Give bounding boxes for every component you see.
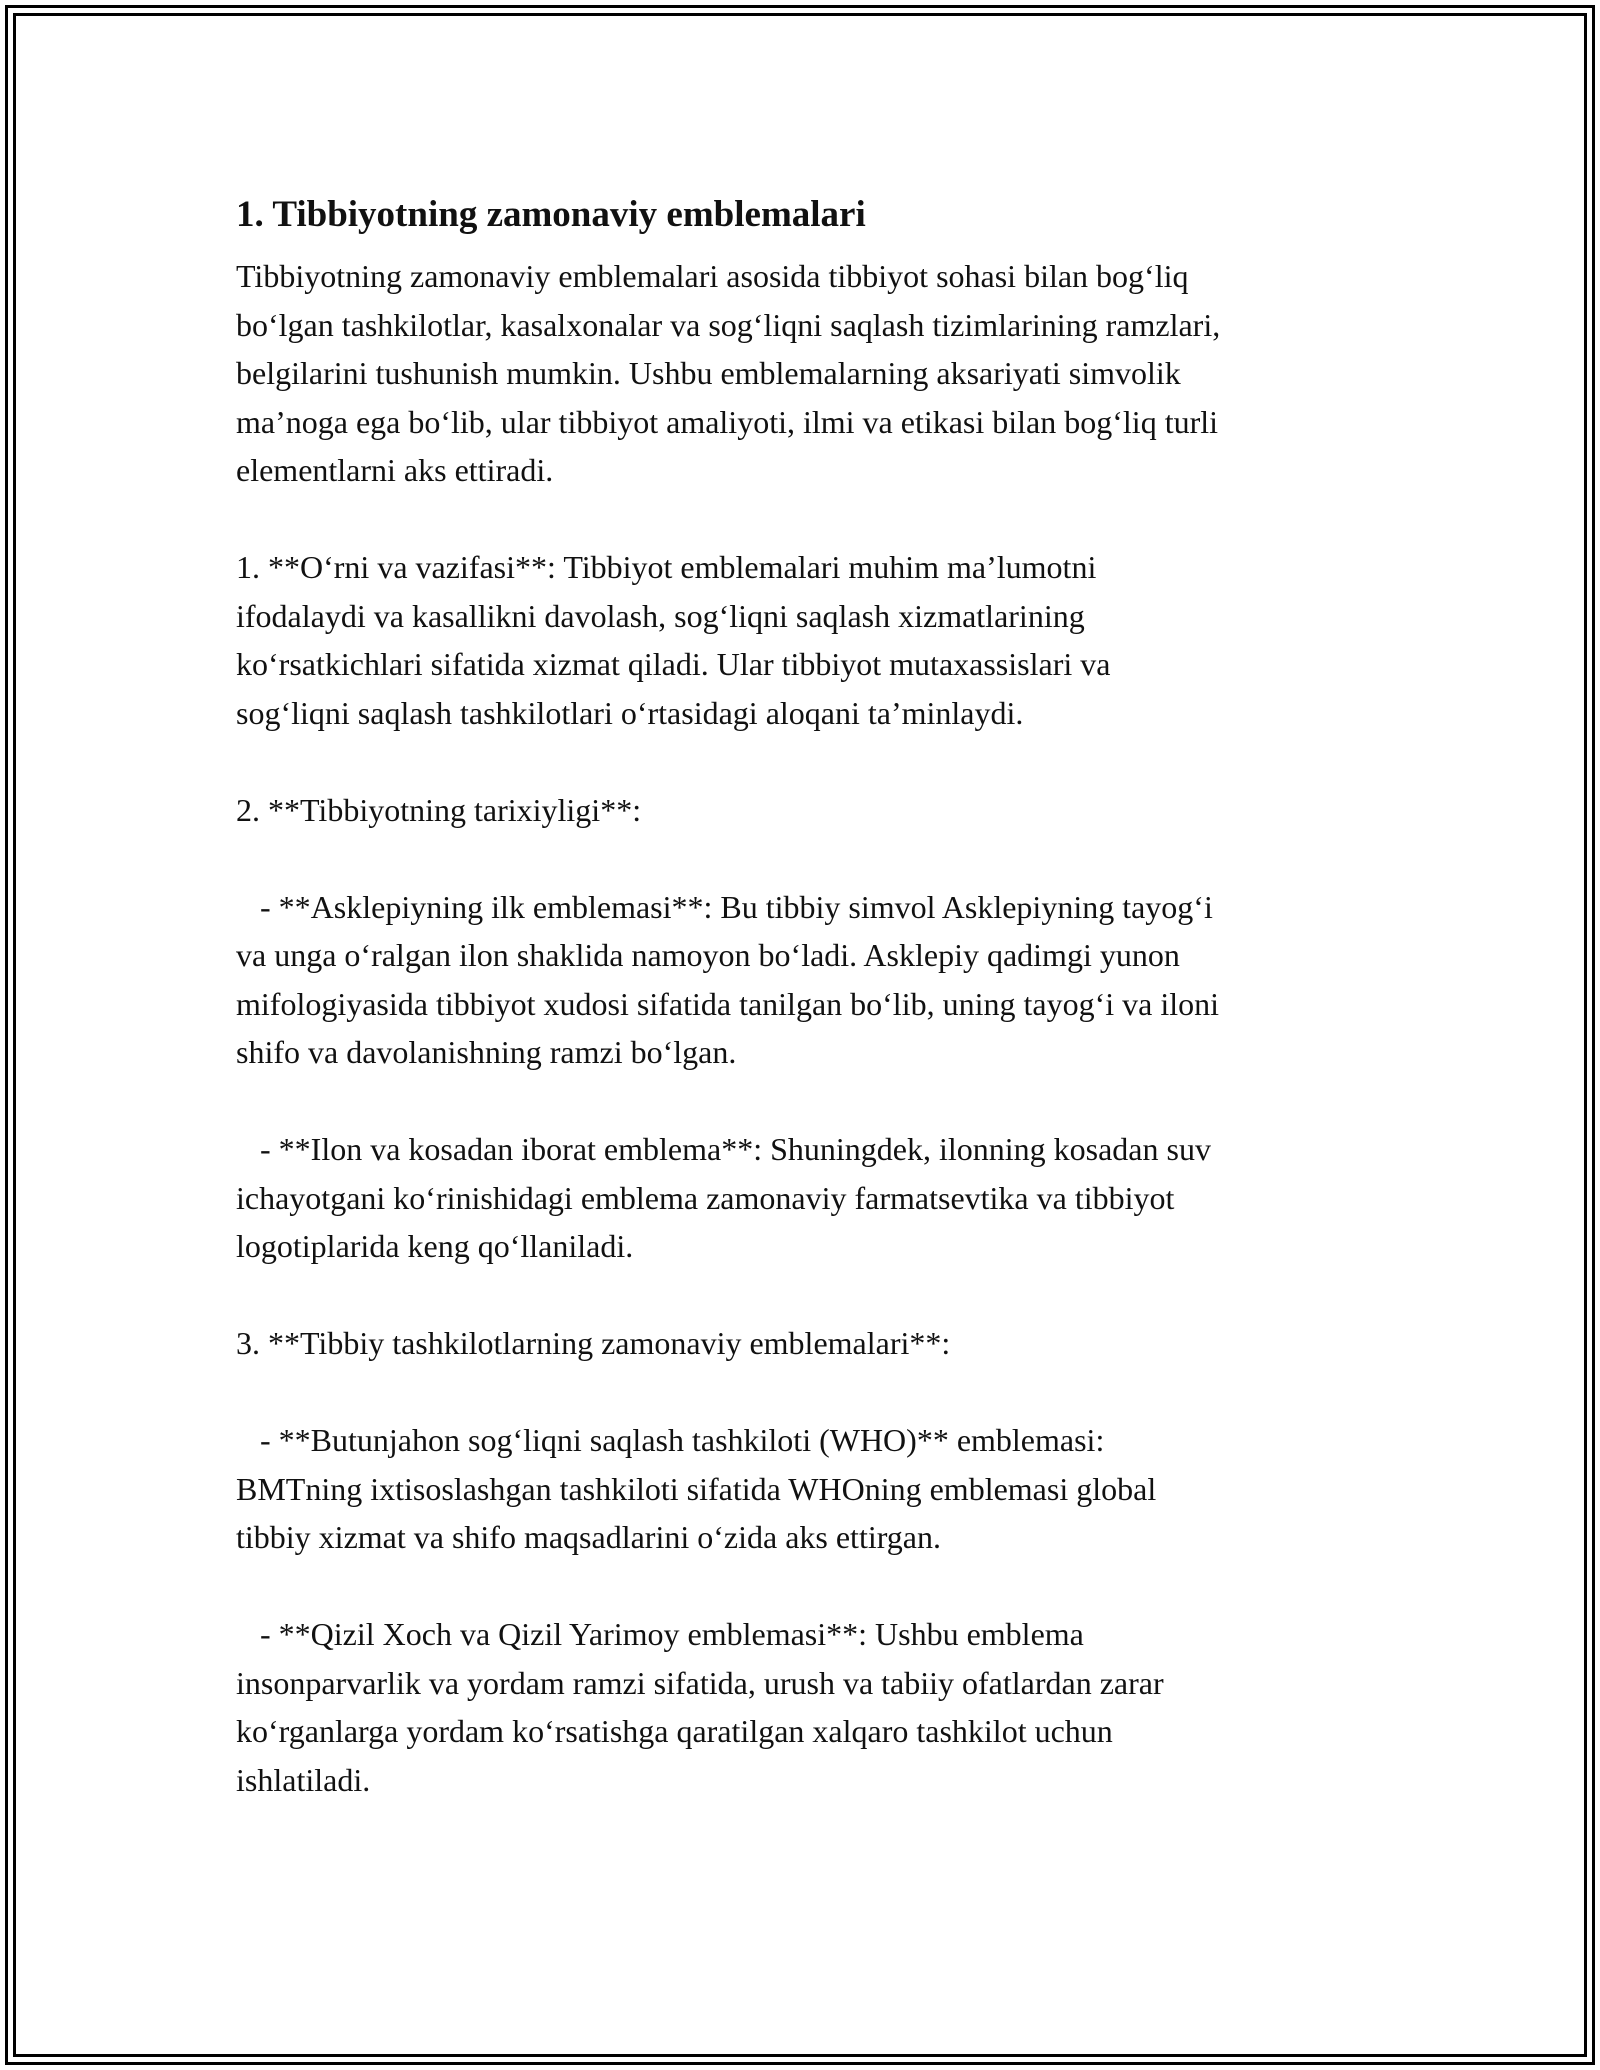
text-line: belgilarini tushunish mumkin. Ushbu emblemalarning aksariyati simvolik [236,355,1181,391]
text-line: - **Butunjahon sog‘liqni saqlash tashkiloti (WHO)** emblemasi: [236,1422,1105,1458]
text-line: sog‘liqni saqlash tashkilotlari o‘rtasidagi aloqani ta’minlaydi. [236,694,1024,731]
text-line: va unga o‘ralgan ilon shaklida namoyon bo‘ladi. Asklepiy qadimgi yunon [236,937,1180,973]
text-line: 1. **O‘rni va vazifasi**: Tibbiyot emblemalari muhim ma’lumotni [236,549,1097,585]
paragraph [236,1610,1396,1804]
paragraph [236,1319,1396,1368]
text-line: 2. **Tibbiyotning tarixiyligi**: [236,791,642,828]
paragraph [236,543,1396,737]
paragraph [236,1416,1396,1562]
text-line: mifologiyasida tibbiyot xudosi sifatida tanilgan bo‘lib, uning tayog‘i va iloni [236,985,1219,1022]
text-line: - **Qizil Xoch va Qizil Yarimoy emblemasi**: Ushbu emblema [236,1616,1084,1652]
text-line: - **Asklepiyning ilk emblemasi**: Bu tibbiy simvol Asklepiyning tayog‘i [236,888,1213,925]
document-body [236,185,1396,1853]
text-line: elementlarni aks ettiradi. [236,452,554,488]
text-line: bo‘lgan tashkilotlar, kasalxonalar va sog‘liqni saqlash tizimlarining ramzlari, [236,306,1221,343]
paragraph-list [236,252,1396,1804]
text-line: insonparvarlik va yordam ramzi sifatida, urush va tabiiy ofatlardan zarar [236,1664,1164,1701]
text-line: shifo va davolanishning ramzi bo‘lgan. [236,1034,737,1070]
text-line: ko‘rsatkichlari sifatida xizmat qiladi. Ular tibbiyot mutaxassislari va [236,646,1111,682]
text-line: ishlatiladi. [236,1761,371,1798]
text-line: tibbiy xizmat va shifo maqsadlarini o‘zida aks ettirgan. [236,1519,941,1555]
text-line: - **Ilon va kosadan iborat emblema**: Shuningdek, ilonning kosadan suv [236,1131,1211,1167]
text-line: logotiplarida keng qo‘llaniladi. [236,1228,634,1264]
paragraph [236,883,1396,1077]
text-line: BMTning ixtisoslashgan tashkiloti sifatida WHOning emblemasi global [236,1470,1157,1507]
section-heading: 1. Tibbiyotning zamonaviy emblemalari [236,194,866,235]
paragraph [236,786,1396,835]
text-line: ifodalaydi va kasallikni davolash, sog‘liqni saqlash xizmatlarining [236,597,1085,634]
text-line: Tibbiyotning zamonaviy emblemalari asosida tibbiyot sohasi bilan bog‘liq [236,258,1189,294]
paragraph [236,1125,1396,1271]
text-line: ma’noga ega bo‘lib, ular tibbiyot amaliyoti, ilmi va etikasi bilan bog‘liq turli [236,403,1219,440]
text-line: 3. **Tibbiy tashkilotlarning zamonaviy emblemalari**: [236,1325,951,1361]
text-line: ichayotgani ko‘rinishidagi emblema zamonaviy farmatsevtika va tibbiyot [236,1179,1175,1216]
text-line: ko‘rganlarga yordam ko‘rsatishga qaratilgan xalqaro tashkilot uchun [236,1713,1113,1749]
paragraph [236,252,1396,495]
